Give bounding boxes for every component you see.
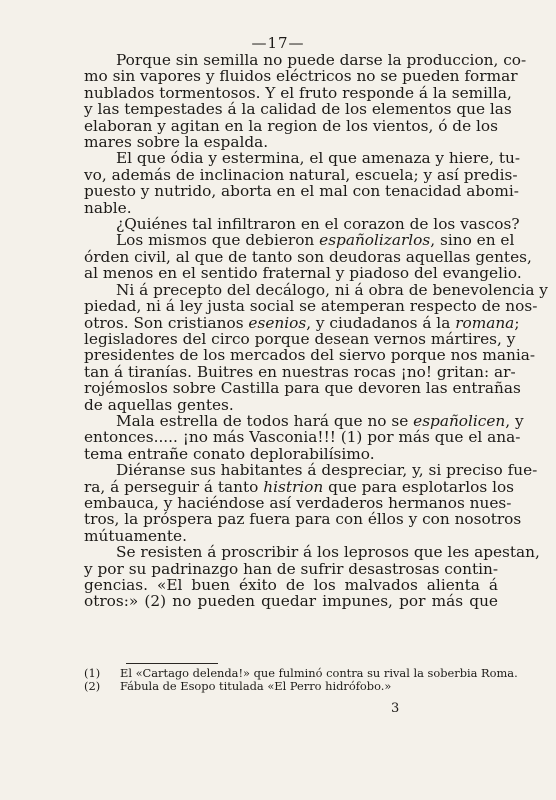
- page-number: —17—: [251, 34, 305, 52]
- paragraph: [84, 215, 520, 234]
- paragraph: [84, 461, 538, 545]
- text-line: otros:» (2) no pueden quedar impunes, por más que: [84, 592, 498, 611]
- text-line: tros, la próspera paz fuera para con éllos y con nosotros: [84, 510, 522, 529]
- text-line: Ni á precepto del decálogo, ni á obra de benevolencia y: [116, 280, 548, 299]
- text-line: nublados tormentosos. Y el fruto responde á la semilla,: [84, 83, 512, 102]
- text-line: gencias. «El buen éxito de los malvados alienta á: [84, 576, 498, 594]
- text-line: tan á tiranías. Buitres en nuestras rocas ¡no! gritan: ar-: [84, 362, 516, 381]
- italic-word: españolicen: [413, 411, 506, 430]
- text-line: piedad, ni á ley justa social se atemperan respecto de nos-: [84, 297, 538, 316]
- body-text: [84, 51, 548, 611]
- text-line: Porque sin semilla no puede darse la produccion, co-: [116, 51, 527, 69]
- footnote-mark: (2): [84, 679, 101, 693]
- footnote: [84, 680, 498, 693]
- text-line: legisladores del circo porque desean vernos mártires, y: [84, 329, 516, 348]
- text-line: ra, á perseguir á tanto histrion que para esplotarlos los: [84, 477, 515, 496]
- text-line: puesto y nutrido, aborta en el mal con tenacidad abomi-: [84, 182, 519, 201]
- text-line: y las tempestades á la calidad de los elementos que las: [84, 100, 512, 119]
- text-line: Diéranse sus habitantes á despreciar, y, si preciso fue-: [116, 461, 538, 480]
- text-line: Mala estrella de todos hará que no se españolicen, y: [116, 411, 524, 430]
- footnote-text: El «Cartago delenda!» que fulminó contra su rival la soberbia Roma.: [120, 666, 518, 680]
- text-line: elaboran y agitan en la region de los vientos, ó de los: [84, 116, 498, 135]
- text-line: al menos en el sentido fraternal y piadoso del evangelio.: [84, 264, 522, 283]
- paragraph: [84, 51, 527, 152]
- text-line: mares sobre la espalda.: [84, 133, 269, 152]
- text-line: ¿Quiénes tal infiltraron en el corazon de los vascos?: [116, 215, 520, 234]
- italic-word: esenios: [248, 313, 307, 332]
- text-line: órden civil, al que de tanto son deudoras aquellas gentes,: [84, 247, 532, 266]
- text-line: tema entrañe conato deplorabilísimo.: [84, 444, 375, 463]
- text-line: entonces..... ¡no más Vasconia!!! (1) por más que el ana-: [84, 428, 521, 447]
- footnotes: [84, 666, 518, 693]
- paragraph: [84, 280, 548, 414]
- text-line: otros. Son cristianos esenios, y ciudadanos á la romana;: [84, 313, 520, 332]
- text-line: presidentes de los mercados del siervo porque nos mania-: [84, 346, 536, 365]
- italic-word: españolizarlos: [319, 231, 431, 250]
- text-line: nable.: [84, 198, 132, 217]
- paragraph: [84, 411, 524, 463]
- text-line: mútuamente.: [84, 526, 187, 545]
- text-line: y por su padrinazgo han de sufrir desastrosas contin-: [84, 559, 498, 578]
- paragraph: [84, 543, 540, 611]
- paragraph: [84, 231, 532, 283]
- text-line: rojémoslos sobre Castilla para que devoren las entrañas: [84, 379, 521, 398]
- text-line: El que ódia y estermina, el que amenaza y hiere, tu-: [116, 149, 520, 168]
- text-line: embauca, y haciéndose así verdaderos hermanos nues-: [84, 493, 512, 512]
- text-line: mo sin vapores y fluidos eléctricos no se pueden formar: [84, 67, 518, 86]
- paragraph: [84, 149, 520, 217]
- text-line: de aquellas gentes.: [84, 395, 234, 414]
- footnote-mark: (1): [84, 666, 101, 680]
- italic-word: histrion: [263, 477, 324, 496]
- text-line: vo, además de inclinacion natural, escuela; y así predis-: [84, 165, 518, 184]
- text-line: Los mismos que debieron españolizarlos, sino en el: [116, 231, 515, 250]
- footnote-divider: [126, 663, 218, 664]
- italic-word: romana: [455, 313, 515, 332]
- text-line: Se resisten á proscribir á los leprosos que les apestan,: [116, 543, 540, 562]
- footnote-text: Fábula de Esopo titulada «El Perro hidrófobo.»: [120, 679, 392, 693]
- signature-mark: 3: [391, 701, 400, 716]
